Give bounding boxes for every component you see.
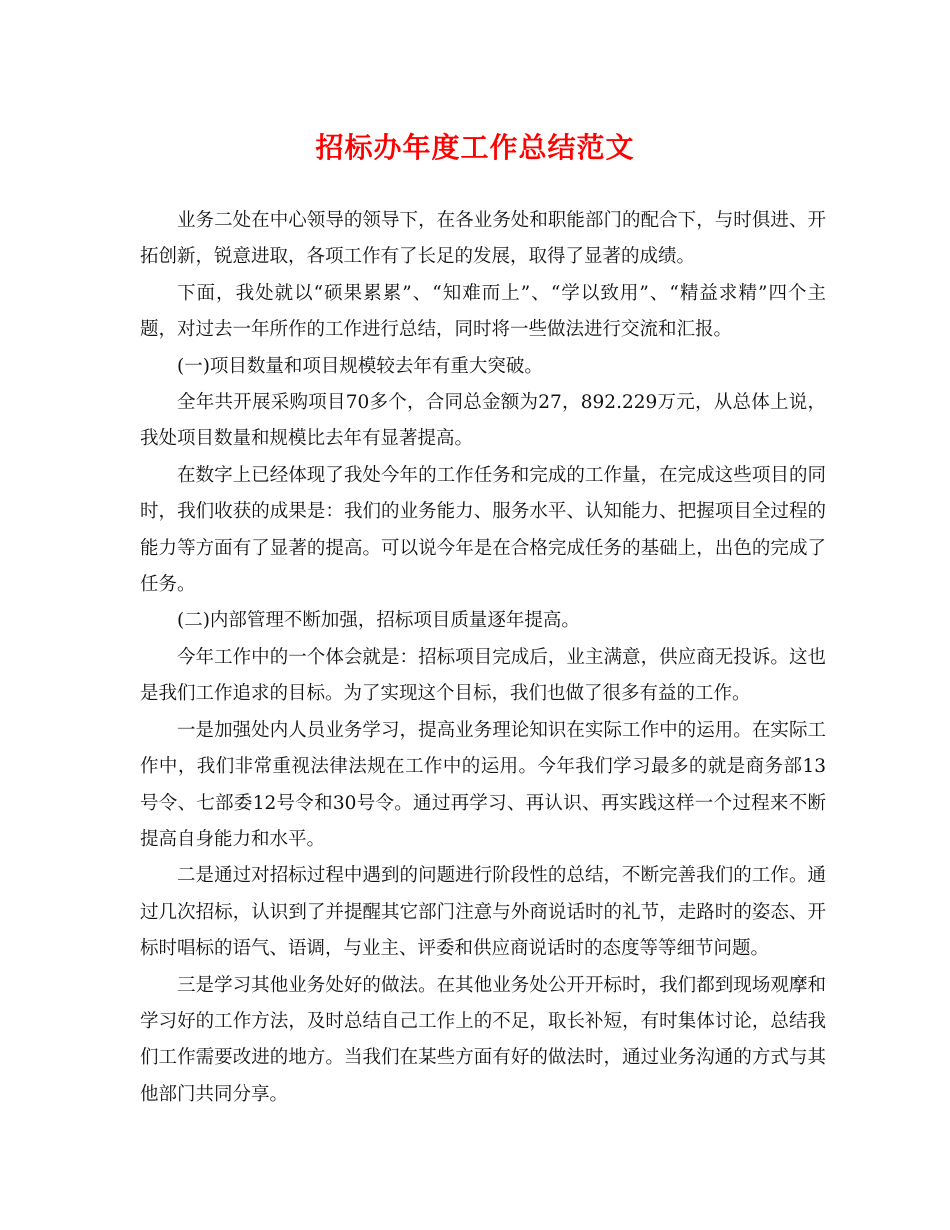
section-heading-2: (二)内部管理不断加强，招标项目质量逐年提高。 <box>177 610 580 632</box>
paragraph-point-two: 二是通过对招标过程中遇到的问题进行阶段性的总结，不断完善我们的工作。通过几次招标，认识到了并提醒其它部门注意与外商说话时的礼节，走路时的姿态、开标时唱标的语气、语调，与业主、评委和供应商说话时的态度等等细节问题。 <box>140 865 826 960</box>
paragraph-intro: 业务二处在中心领导的领导下，在各业务处和职能部门的配合下，与时俱进、开拓创新，锐意进取，各项工作有了长足的发展，取得了显著的成绩。 <box>140 210 826 268</box>
section-heading-1: (一)项目数量和项目规模较去年有重大突破。 <box>177 355 543 377</box>
paragraph-point-one: 一是加强处内人员业务学习，提高业务理论知识在实际工作中的运用。在实际工作中，我们非常重视法律法规在工作中的运用。今年我们学习最多的就是商务部13号令、七部委12号令和30号令。通过再学习、再认识、再实践这样一个过程来不断提高自身能力和水平。 <box>140 719 826 850</box>
paragraph-experience: 今年工作中的一个体会就是：招标项目完成后，业主满意，供应商无投诉。这也是我们工作追求的目标。为了实现这个目标，我们也做了很多有益的工作。 <box>140 646 826 705</box>
document-body <box>140 203 826 1113</box>
paragraph-projects: 全年共开展采购项目70多个，合同总金额为27，892.229万元，从总体上说，我处项目数量和规模比去年有显著提高。 <box>140 392 826 450</box>
paragraph-achievements: 在数字上已经体现了我处今年的工作任务和完成的工作量，在完成这些项目的同时，我们收获的成果是：我们的业务能力、服务水平、认知能力、把握项目全过程的能力等方面有了显著的提高。可以说今年是在合格完成任务的基础上，出色的完成了任务。 <box>140 464 826 596</box>
page-title: 招标办年度工作总结范文 <box>315 131 635 164</box>
paragraph-themes: 下面，我处就以“硕果累累”、“知难而上”、“学以致用”、“精益求精”四个主题，对过去一年所作的工作进行总结，同时将一些做法进行交流和汇报。 <box>140 282 826 341</box>
paragraph-point-three: 三是学习其他业务处好的做法。在其他业务处公开开标时，我们都到现场观摩和学习好的工作方法，及时总结自己工作上的不足，取长补短，有时集体讨论，总结我们工作需要改进的地方。当我们在某些方面有好的做法时，通过业务沟通的方式与其他部门共同分享。 <box>140 974 826 1105</box>
